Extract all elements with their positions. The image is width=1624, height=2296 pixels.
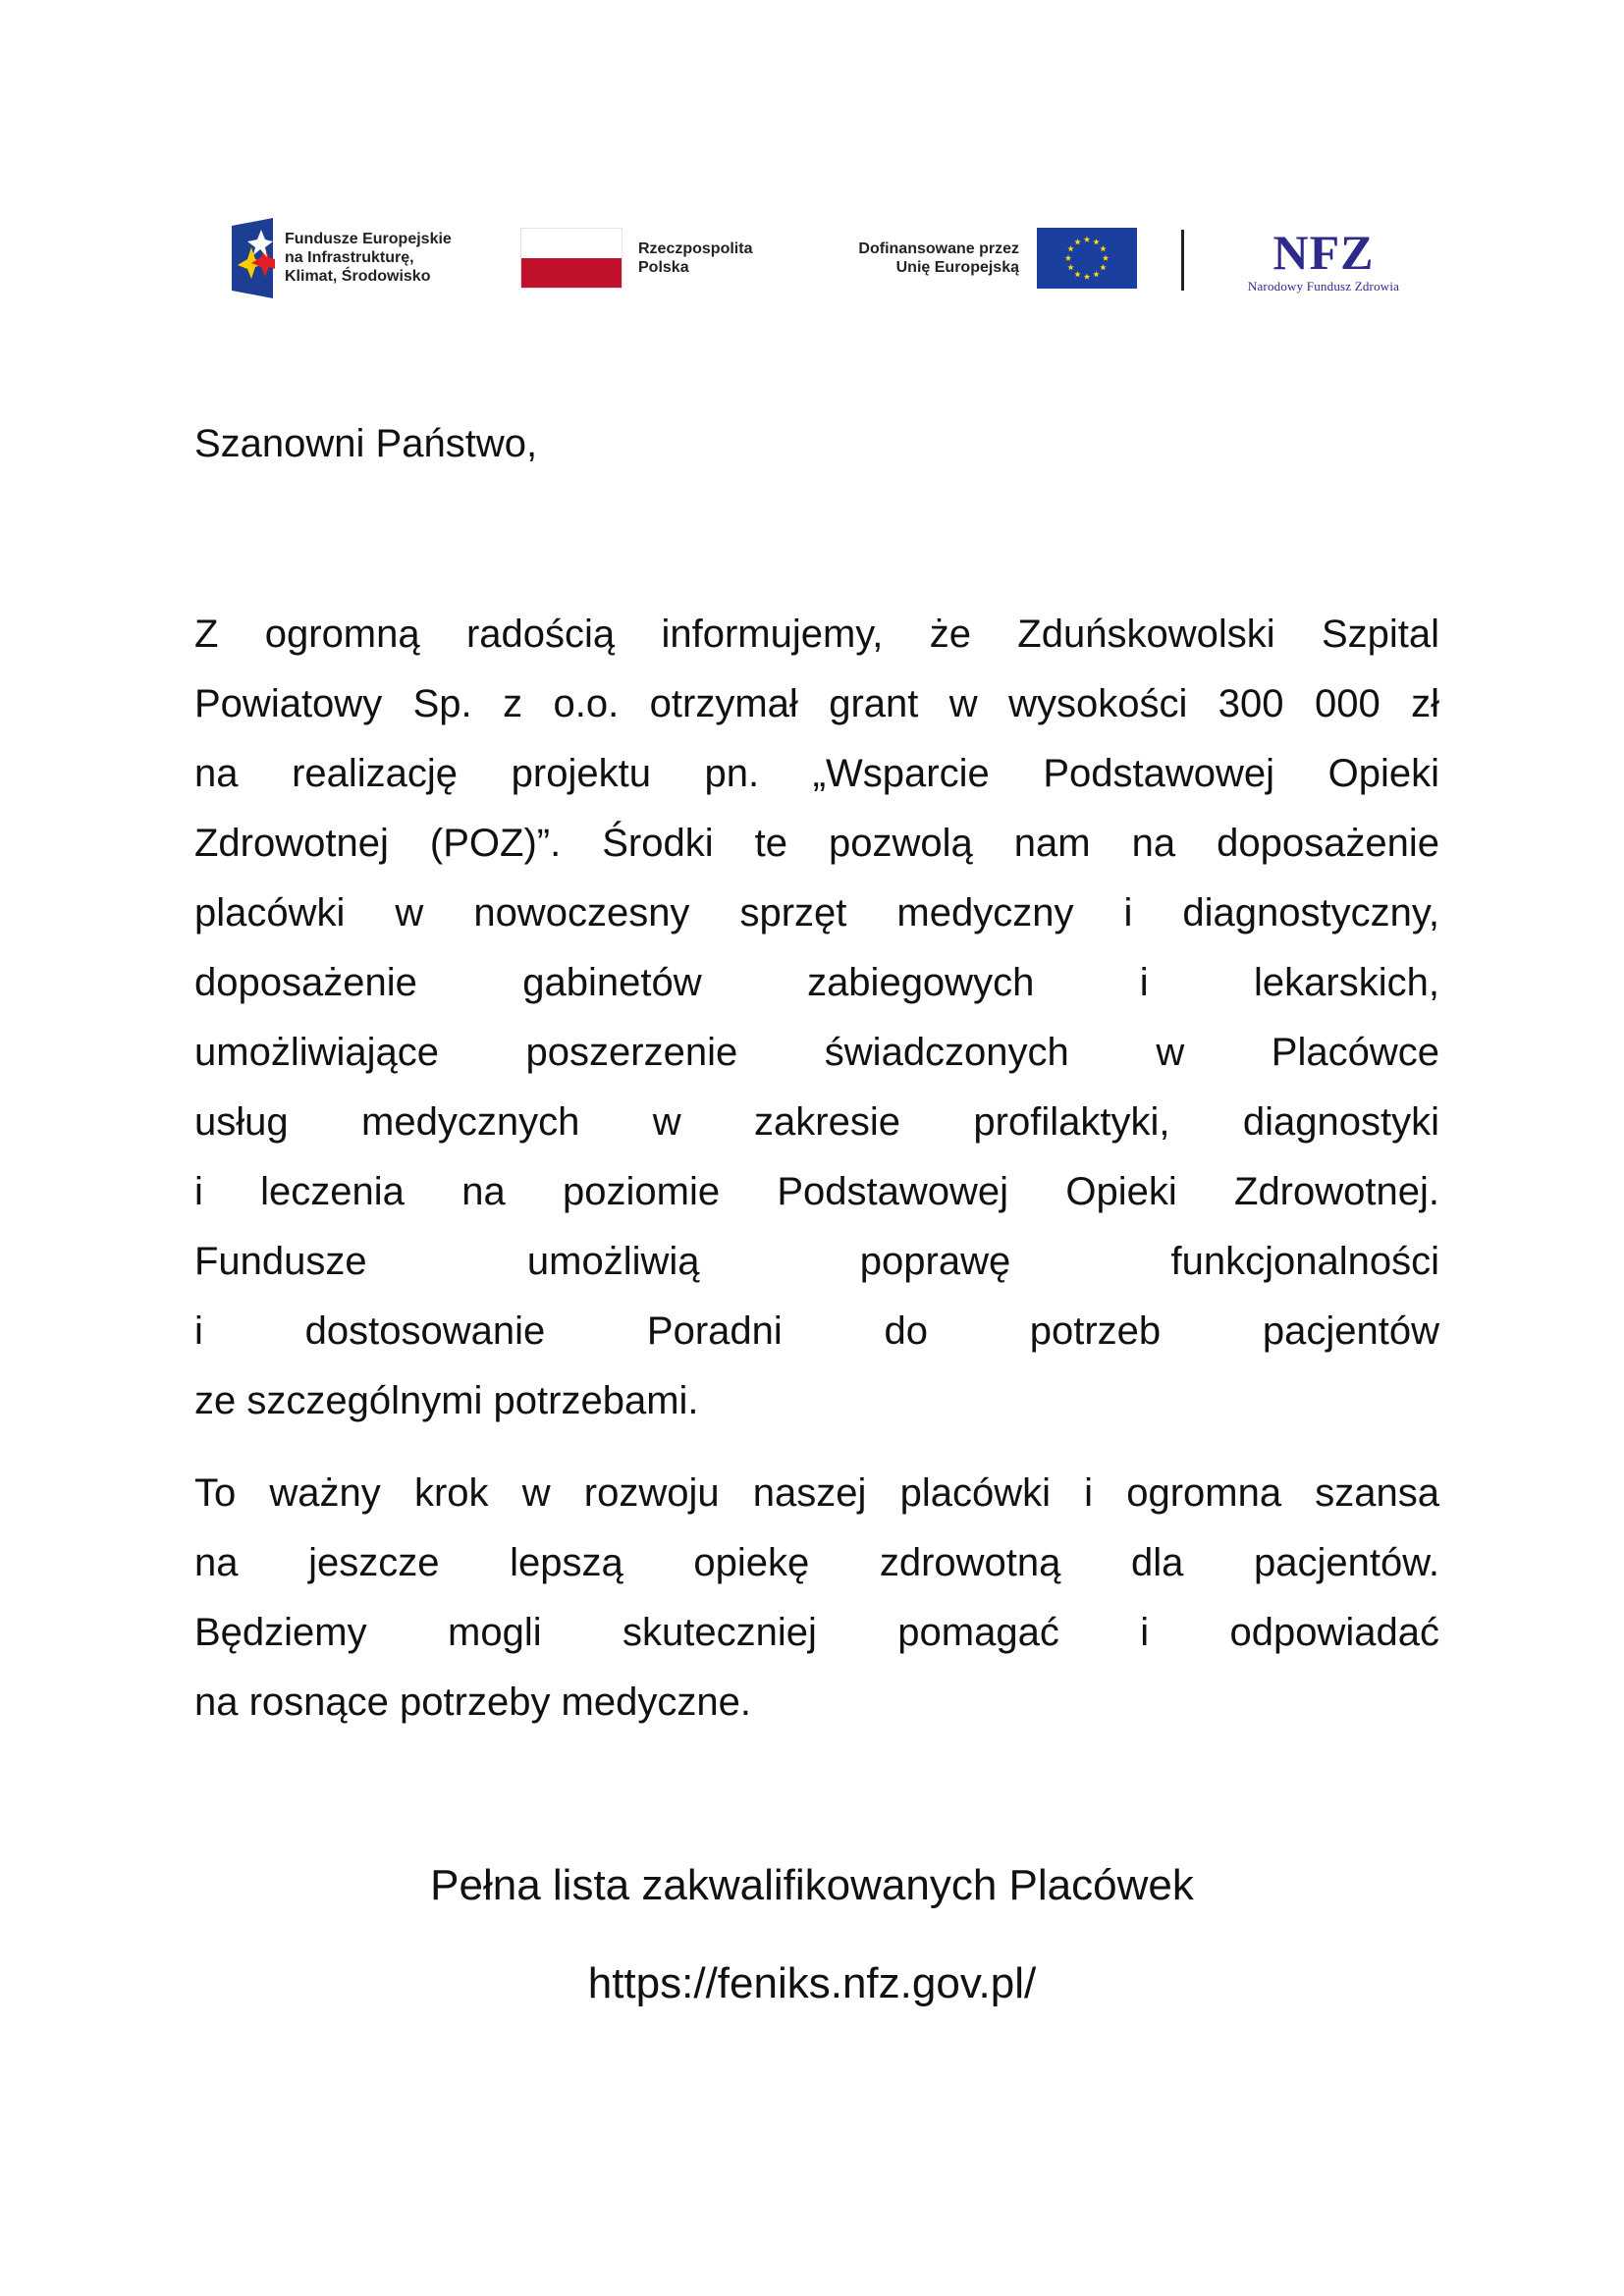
paragraph-line: doposażenie gabinetów zabiegowych i lekarskich, — [194, 961, 1439, 1004]
eu-logo-text — [858, 240, 1019, 277]
letter-greeting: Szanowni Państwo, — [194, 422, 538, 465]
paragraph-line: Z ogromną radością informujemy, że Zduńskowolski Szpital — [194, 613, 1439, 656]
nfz-mark: NFZ — [1272, 225, 1375, 280]
paragraph-line: ze szczególnymi potrzebami. — [194, 1379, 699, 1422]
paragraph-line: i dostosowanie Poradni do potrzeb pacjentów — [194, 1309, 1439, 1353]
paragraph-line: To ważny krok w rozwoju naszej placówki i ogromna szansa — [194, 1471, 1439, 1515]
paragraph-line: usług medycznych w zakresie profilaktyki, diagnostyki — [194, 1100, 1439, 1144]
fe-line3: Klimat, Środowisko — [285, 268, 431, 285]
fe-star-icon — [228, 218, 275, 298]
feniks-url-link[interactable]: https://feniks.nfz.gov.pl/ — [587, 1959, 1037, 2007]
paragraph-line: Będziemy mogli skuteczniej pomagać i odpowiadać — [194, 1611, 1439, 1654]
nfz-logo — [1225, 225, 1422, 296]
paragraph-line: placówki w nowoczesny sprzęt medyczny i diagnostyczny, — [194, 891, 1439, 934]
polish-flag-icon — [520, 228, 623, 289]
qualified-list-label: Pełna lista zakwalifikowanych Placówek — [430, 1861, 1194, 1909]
nfz-subtitle: Narodowy Fundusz Zdrowia — [1247, 279, 1400, 294]
rp-line2: Polska — [638, 259, 689, 276]
paragraph-line: Fundusze umożliwią poprawę funkcjonalności — [194, 1240, 1439, 1283]
eu-flag-icon — [1037, 228, 1137, 289]
paragraph-line: umożliwiające poszerzenie świadczonych w Placówce — [194, 1031, 1439, 1074]
eu-cofinanced-logo — [813, 228, 1137, 291]
logo-bar — [224, 214, 1432, 302]
paragraph-2 — [194, 1459, 1439, 1737]
fe-logo-text — [285, 230, 452, 286]
fe-line2: na Infrastrukturę, — [285, 249, 414, 266]
paragraph-1 — [194, 600, 1439, 1436]
paragraph-line: na jeszcze lepszą opiekę zdrowotną dla pacjentów. — [194, 1541, 1439, 1584]
paragraph-line: na realizację projektu pn. „Wsparcie Podstawowej Opieki — [194, 752, 1439, 795]
paragraph-line: na rosnące potrzeby medyczne. — [194, 1681, 751, 1724]
paragraph-line: Zdrowotnej (POZ)”. Środki te pozwolą nam na doposażenie — [194, 822, 1439, 865]
rzeczpospolita-polska-logo — [520, 228, 776, 291]
eu-line1: Dofinansowane przez — [858, 240, 1019, 257]
paragraph-line: i leczenia na poziomie Podstawowej Opieki Zdrowotnej. — [194, 1170, 1439, 1213]
rp-logo-text — [638, 240, 752, 277]
paragraph-line: Powiatowy Sp. z o.o. otrzymał grant w wysokości 300 000 zł — [194, 682, 1439, 725]
eu-line2: Unię Europejską — [895, 259, 1019, 276]
rp-line1: Rzeczpospolita — [638, 240, 753, 257]
logo-divider — [1181, 230, 1184, 291]
fe-line1: Fundusze Europejskie — [285, 231, 452, 247]
